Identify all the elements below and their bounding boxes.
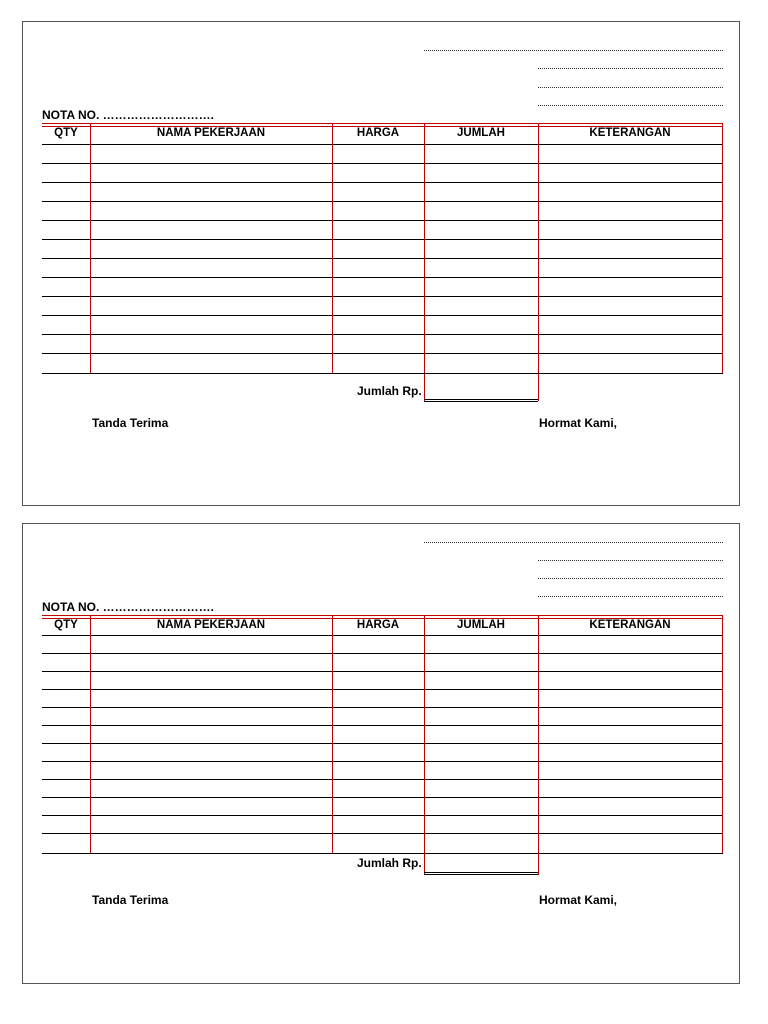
column-header-harga: HARGA — [356, 127, 400, 139]
row-border — [42, 239, 723, 240]
column-divider — [424, 123, 425, 373]
address-line-2 — [538, 560, 723, 561]
table-right-border — [722, 615, 723, 853]
row-border — [42, 815, 723, 816]
column-header-jumlah: JUMLAH — [457, 127, 505, 139]
table-top-border — [42, 123, 723, 124]
address-line-4 — [538, 105, 723, 106]
table-bottom-border — [42, 373, 723, 374]
address-line-2 — [538, 68, 723, 69]
header-bottom-border — [42, 144, 723, 145]
row-border — [42, 743, 723, 744]
column-divider — [332, 615, 333, 853]
nota-form-1 — [22, 21, 740, 506]
column-divider — [332, 123, 333, 373]
total-label: Jumlah Rp. — [357, 384, 422, 398]
row-border — [42, 220, 723, 221]
row-border — [42, 334, 723, 335]
address-line-3 — [538, 87, 723, 88]
row-border — [42, 258, 723, 259]
column-header-qty: QTY — [54, 127, 78, 139]
row-border — [42, 163, 723, 164]
row-border — [42, 353, 723, 354]
nota-form-2 — [22, 523, 740, 984]
column-header-qty: QTY — [54, 619, 78, 631]
sender-signature-label: Hormat Kami, — [539, 416, 618, 430]
column-divider — [90, 615, 91, 853]
receiver-signature-label: Tanda Terima — [92, 416, 169, 430]
address-line-3 — [538, 578, 723, 579]
column-header-nama-pekerjaan: NAMA PEKERJAAN — [156, 619, 266, 631]
total-double-underline — [424, 872, 538, 875]
items-table — [42, 615, 723, 856]
address-line-1 — [424, 542, 723, 543]
total-double-underline — [424, 399, 538, 402]
column-header-harga: HARGA — [356, 619, 400, 631]
total-cell-right-border — [538, 374, 539, 401]
row-border — [42, 277, 723, 278]
column-divider — [538, 615, 539, 853]
table-right-border — [722, 123, 723, 373]
column-divider — [538, 123, 539, 373]
receiver-signature-label: Tanda Terima — [92, 893, 169, 907]
total-cell-right-border — [538, 853, 539, 875]
nota-number-label: NOTA NO. ………………………. — [42, 108, 214, 122]
column-header-keterangan: KETERANGAN — [589, 619, 671, 631]
address-line-1 — [424, 50, 723, 51]
column-header-keterangan: KETERANGAN — [589, 127, 671, 139]
row-border — [42, 315, 723, 316]
row-border — [42, 182, 723, 183]
row-border — [42, 797, 723, 798]
row-border — [42, 725, 723, 726]
nota-number-label: NOTA NO. ………………………. — [42, 600, 214, 614]
row-border — [42, 653, 723, 654]
column-header-jumlah: JUMLAH — [457, 619, 505, 631]
total-cell-left-border — [424, 374, 425, 401]
sender-signature-label: Hormat Kami, — [539, 893, 618, 907]
row-border — [42, 689, 723, 690]
header-bottom-border — [42, 635, 723, 636]
address-line-4 — [538, 596, 723, 597]
row-border — [42, 779, 723, 780]
column-divider — [424, 615, 425, 853]
table-top-border — [42, 615, 723, 616]
row-border — [42, 201, 723, 202]
total-label: Jumlah Rp. — [357, 856, 422, 870]
row-border — [42, 671, 723, 672]
column-header-nama-pekerjaan: NAMA PEKERJAAN — [156, 127, 266, 139]
row-border — [42, 296, 723, 297]
column-divider — [90, 123, 91, 373]
table-bottom-border — [42, 853, 723, 854]
row-border — [42, 833, 723, 834]
row-border — [42, 707, 723, 708]
row-border — [42, 761, 723, 762]
items-table — [42, 123, 723, 374]
